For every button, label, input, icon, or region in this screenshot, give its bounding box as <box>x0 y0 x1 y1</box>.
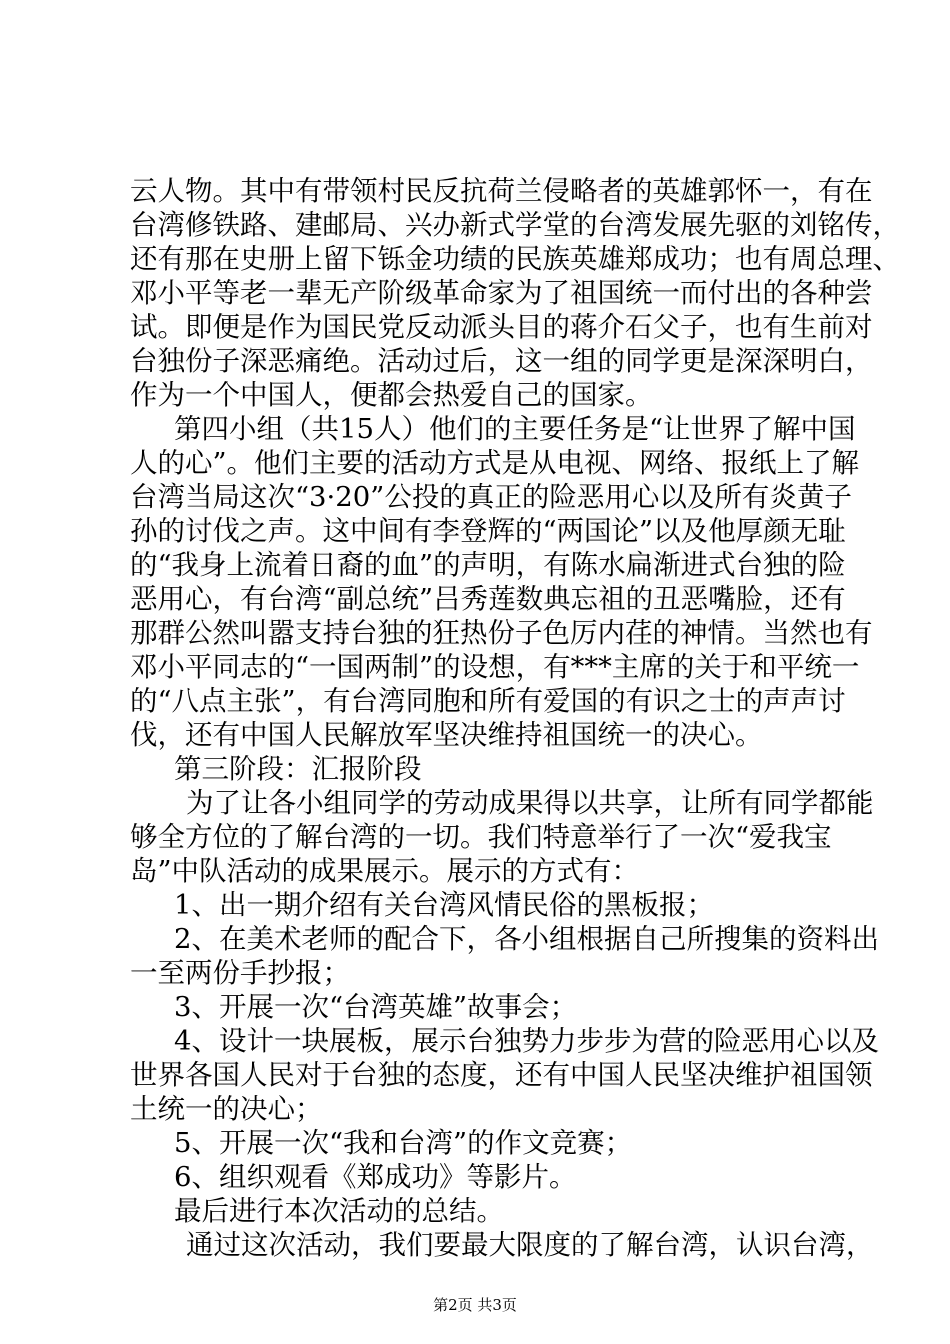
text-line: 一至两份手抄报； <box>130 957 350 989</box>
text-line: 恶用心，有台湾“副总统”吕秀莲数典忘祖的丑恶嘴脸，还有 <box>130 583 846 615</box>
text-line: 为了让各小组同学的劳动成果得以共享，让所有同学都能 <box>186 787 874 819</box>
text-line: 台湾修铁路、建邮局、兴办新式学堂的台湾发展先驱的刘铭传， <box>130 209 900 241</box>
section-heading: 第三阶段：汇报阶段 <box>174 753 422 785</box>
text-line: 的“八点主张”，有台湾同胞和所有爱国的有识之士的声声讨 <box>130 685 846 717</box>
text-line: 邓小平同志的“一国两制”的设想，有***主席的关于和平统一 <box>130 651 860 683</box>
text-line: 作为一个中国人，便都会热爱自己的国家。 <box>130 379 653 411</box>
text-line: 还有那在史册上留下铄金功绩的民族英雄郑成功；也有周总理、 <box>130 243 900 275</box>
text-line: 第四小组（共15人）他们的主要任务是“让世界了解中国 <box>174 413 856 445</box>
text-line: 台湾当局这次“3·20”公投的真正的险恶用心以及所有炎黄子 <box>130 481 852 513</box>
list-item: 1、出一期介绍有关台湾风情民俗的黑板报； <box>174 889 714 921</box>
list-item: 6、组织观看《郑成功》等影片。 <box>174 1161 577 1193</box>
text-line: 通过这次活动，我们要最大限度的了解台湾，认识台湾， <box>186 1229 874 1261</box>
text-line: 那群公然叫嚣支持台独的狂热份子色厉内荏的神情。当然也有 <box>130 617 873 649</box>
list-item: 5、开展一次“我和台湾”的作文竞赛； <box>174 1127 633 1159</box>
text-line: 台独份子深恶痛绝。活动过后，这一组的同学更是深深明白， <box>130 345 873 377</box>
text-line: 的“我身上流着日裔的血”的声明，有陈水扁渐进式台独的险 <box>130 549 846 581</box>
text-line: 邓小平等老一辈无产阶级革命家为了祖国统一而付出的各种尝 <box>130 277 873 309</box>
text-line: 孙的讨伐之声。这中间有李登辉的“两国论”以及他厚颜无耻 <box>130 515 846 547</box>
text-line: 云人物。其中有带领村民反抗荷兰侵略者的英雄郭怀一，有在 <box>130 175 873 207</box>
list-item: 2、在美术老师的配合下，各小组根据自己所搜集的资料出 <box>174 923 879 955</box>
text-line: 最后进行本次活动的总结。 <box>174 1195 504 1227</box>
text-line: 世界各国人民对于台独的态度，还有中国人民坚决维护祖国领 <box>130 1059 873 1091</box>
text-line: 够全方位的了解台湾的一切。我们特意举行了一次“爱我宝 <box>130 821 832 853</box>
text-line: 人的心”。他们主要的活动方式是从电视、网络、报纸上了解 <box>130 447 860 479</box>
text-line: 试。即便是作为国民党反动派头目的蒋介石父子，也有生前对 <box>130 311 873 343</box>
text-line: 伐，还有中国人民解放军坚决维持祖国统一的决心。 <box>130 719 763 751</box>
list-item: 3、开展一次“台湾英雄”故事会； <box>174 991 578 1023</box>
text-line: 土统一的决心； <box>130 1093 323 1125</box>
text-line: 岛”中队活动的成果展示。展示的方式有： <box>130 855 640 887</box>
list-item: 4、设计一块展板，展示台独势力步步为营的险恶用心以及 <box>174 1025 879 1057</box>
page-number: 第2页 共3页 <box>433 1296 517 1314</box>
